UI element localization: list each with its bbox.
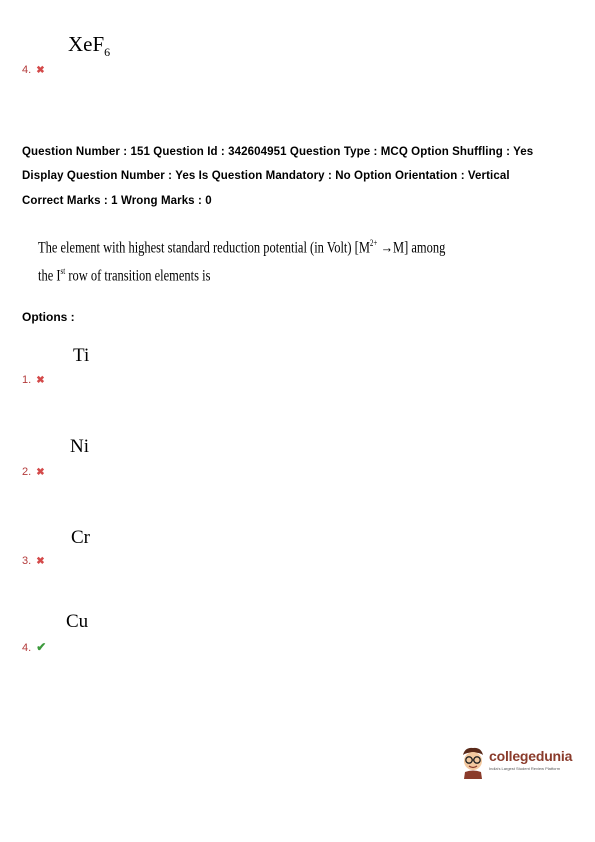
option-1-text[interactable]: Ti	[73, 345, 90, 366]
option-2-number: 2. ✖	[22, 466, 45, 478]
cross-icon: ✖	[36, 65, 45, 76]
options-label: Options :	[22, 310, 75, 324]
cross-icon: ✖	[36, 467, 45, 478]
prev-option-formula: XeF$_6$	[68, 32, 111, 60]
prev-option-number: 4. ✖	[22, 64, 45, 76]
collegedunia-logo	[459, 745, 577, 779]
option-4-number: 4. ✔	[22, 640, 47, 654]
cross-icon: ✖	[36, 556, 45, 567]
check-icon: ✔	[36, 640, 47, 654]
question-meta-line-1: Question Number : 151 Question Id : 342604951 Question Type : MCQ Option Shuffling : Yes	[22, 146, 534, 158]
question-text-line-2: the Ist row of transition elements is	[38, 266, 211, 285]
option-3-number: 3. ✖	[22, 555, 45, 567]
question-meta-line-2: Display Question Number : Yes Is Question Mandatory : No Option Orientation : Vertical	[22, 170, 510, 182]
cross-icon: ✖	[36, 375, 45, 386]
logo-tagline: India's Largest Student Review Platform	[489, 766, 561, 771]
option-1-number: 1. ✖	[22, 374, 45, 386]
question-meta-line-3: Correct Marks : 1 Wrong Marks : 0	[22, 195, 212, 207]
option-4-text[interactable]: Cu	[66, 611, 89, 632]
logo-brand: collegedunia	[489, 748, 573, 764]
mascot-icon	[459, 745, 487, 779]
option-2-text[interactable]: Ni	[70, 436, 89, 457]
option-3-text[interactable]: Cr	[71, 527, 90, 548]
question-text-line-1: The element with highest standard reduction potential (in Volt) $[M^{2+} \to M]$ among	[38, 238, 446, 257]
